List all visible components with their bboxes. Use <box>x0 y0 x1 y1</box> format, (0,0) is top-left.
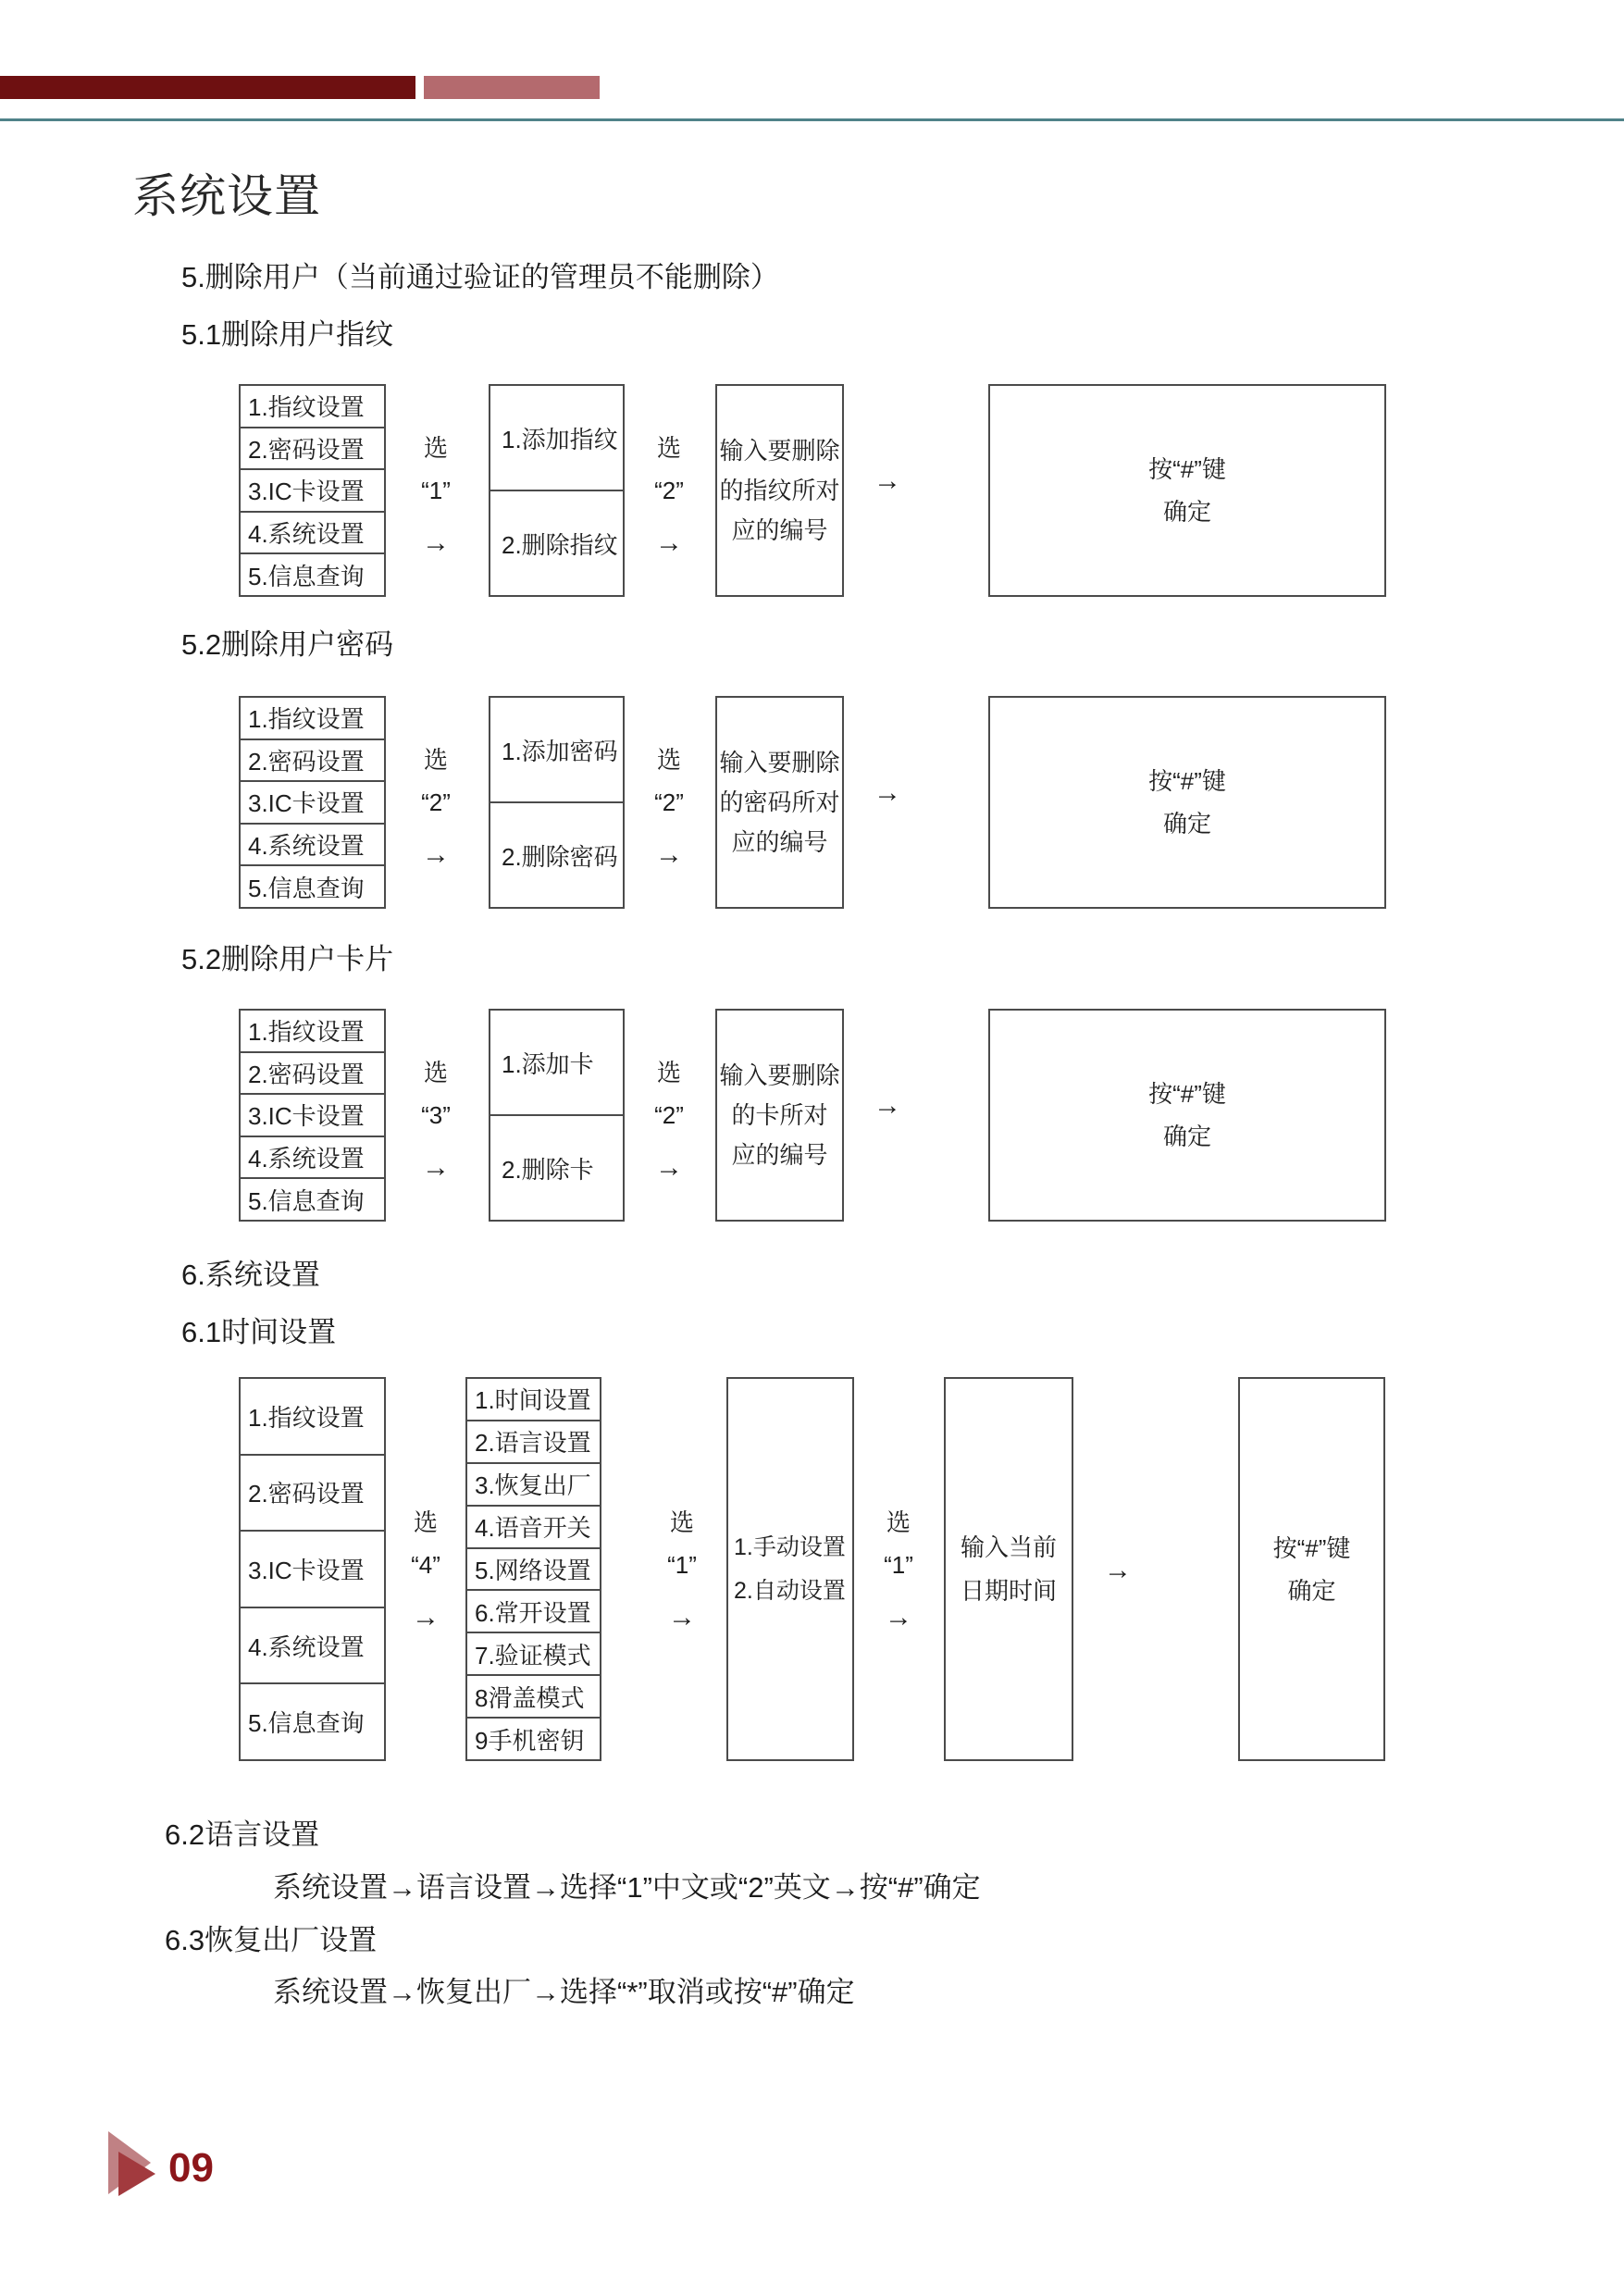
heading-time-settings: 6.1时间设置 <box>181 1316 337 1348</box>
heading-factory-reset: 6.3恢复出厂设置 <box>165 1924 378 1956</box>
header-bar-primary <box>0 76 415 99</box>
arrow-icon: → <box>412 1602 440 1632</box>
system-menu-item: 6.常开设置 <box>467 1591 600 1633</box>
header-bar-secondary <box>424 76 600 99</box>
submenu-item: 2.删除指纹 <box>502 530 618 559</box>
input-prompt-line: 的指纹所对 <box>719 476 840 504</box>
system-menu-item: 1.时间设置 <box>467 1379 600 1421</box>
menu-item: 2.密码设置 <box>241 1053 384 1096</box>
confirm-box <box>988 1009 1386 1222</box>
select-label: 选 <box>413 1508 438 1536</box>
header-divider <box>0 118 1624 121</box>
select-key: “3” <box>421 1101 451 1129</box>
select-step <box>406 744 465 871</box>
select-step <box>396 1507 455 1633</box>
input-prompt-line: 输入要删除 <box>719 436 840 465</box>
input-prompt-box <box>715 384 844 597</box>
input-prompt-box <box>715 1009 844 1222</box>
menu-item: 2.密码设置 <box>241 1456 384 1533</box>
arrow-icon: → <box>1104 1555 1132 1585</box>
time-mode-box <box>726 1377 854 1761</box>
confirm-line: 确定 <box>1162 810 1211 838</box>
main-menu-box <box>239 1009 386 1222</box>
confirm-line: 按“#”键 <box>1148 1080 1226 1108</box>
confirm-box <box>988 696 1386 909</box>
input-prompt-line: 输入当前 <box>960 1533 1057 1561</box>
menu-item: 4.系统设置 <box>241 1137 384 1180</box>
confirm-line: 确定 <box>1287 1576 1336 1605</box>
select-label: 选 <box>669 1508 694 1536</box>
main-menu-box <box>239 1377 386 1761</box>
confirm-box <box>988 384 1386 597</box>
heading-language-settings: 6.2语言设置 <box>165 1818 320 1851</box>
menu-item: 2.密码设置 <box>241 740 384 783</box>
main-menu-box <box>239 696 386 909</box>
heading-delete-card: 5.2删除用户卡片 <box>181 943 394 975</box>
menu-item: 4.系统设置 <box>241 1608 384 1685</box>
menu-item: 1.指纹设置 <box>241 1011 384 1053</box>
procedure-factory-reset: 系统设置→恢复出厂→选择“*”取消或按“#”确定 <box>273 1976 855 2008</box>
select-key: “1” <box>884 1551 913 1579</box>
system-menu-item: 3.恢复出厂 <box>467 1464 600 1507</box>
confirm-line: 按“#”键 <box>1272 1533 1351 1562</box>
system-menu-item: 5.网络设置 <box>467 1549 600 1592</box>
select-key: “1” <box>667 1551 697 1579</box>
heading-system-settings: 6.系统设置 <box>181 1259 320 1291</box>
confirm-line: 按“#”键 <box>1148 455 1226 483</box>
menu-item: 1.指纹设置 <box>241 1379 384 1456</box>
select-label: 选 <box>423 434 448 462</box>
select-key: “2” <box>654 1101 684 1129</box>
select-step <box>406 432 465 559</box>
procedure-language-settings: 系统设置→语言设置→选择“1”中文或“2”英文→按“#”确定 <box>273 1871 981 1904</box>
submenu-item: 2.删除密码 <box>502 842 618 871</box>
page-title: 系统设置 <box>132 170 321 222</box>
submenu-item: 1.添加卡 <box>490 1011 623 1116</box>
submenu-item: 2.删除卡 <box>502 1155 594 1184</box>
input-prompt-line: 的卡所对 <box>731 1100 828 1129</box>
menu-item: 4.系统设置 <box>241 513 384 555</box>
input-prompt-line: 应的编号 <box>731 1140 828 1169</box>
confirm-line: 确定 <box>1162 498 1211 526</box>
select-label: 选 <box>423 1059 448 1086</box>
input-prompt-line: 日期时间 <box>960 1576 1057 1605</box>
input-prompt-box <box>715 696 844 909</box>
heading-delete-fingerprint: 5.1删除用户指纹 <box>181 318 394 351</box>
main-menu-box <box>239 384 386 597</box>
arrow-icon: → <box>885 1602 912 1632</box>
time-mode-item: 2.自动设置 <box>734 1577 846 1604</box>
menu-item: 5.信息查询 <box>248 874 365 902</box>
page-number: 09 <box>168 2145 214 2191</box>
input-prompt-box <box>944 1377 1073 1761</box>
system-menu-item: 9手机密钥 <box>475 1726 585 1755</box>
arrow-icon: → <box>422 1152 450 1183</box>
confirm-line: 确定 <box>1162 1123 1211 1150</box>
menu-item: 4.系统设置 <box>241 825 384 867</box>
input-prompt-line: 的密码所对 <box>719 788 840 816</box>
select-label: 选 <box>656 1059 681 1086</box>
confirm-line: 按“#”键 <box>1148 767 1226 795</box>
input-prompt-line: 应的编号 <box>731 515 828 544</box>
menu-item: 1.指纹设置 <box>241 386 384 428</box>
heading-delete-password: 5.2删除用户密码 <box>181 628 394 661</box>
arrow-icon: → <box>874 1090 901 1121</box>
select-key: “2” <box>654 477 684 504</box>
arrow-icon: → <box>422 527 450 558</box>
system-menu-item: 2.语言设置 <box>467 1421 600 1464</box>
select-step <box>639 1057 699 1184</box>
arrow-icon: → <box>874 777 901 808</box>
menu-item: 5.信息查询 <box>248 1709 365 1738</box>
arrow-icon: → <box>655 1152 683 1183</box>
select-label: 选 <box>423 746 448 774</box>
menu-item: 3.IC卡设置 <box>241 1095 384 1137</box>
menu-item: 3.IC卡设置 <box>241 782 384 825</box>
arrow-icon: → <box>422 839 450 870</box>
page-marker-triangle-dark-icon <box>118 2152 155 2196</box>
submenu-box <box>489 384 625 597</box>
select-label: 选 <box>656 746 681 774</box>
menu-item: 3.IC卡设置 <box>241 1532 384 1608</box>
system-menu-item: 4.语音开关 <box>467 1507 600 1549</box>
select-key: “1” <box>421 477 451 504</box>
arrow-icon: → <box>874 465 901 496</box>
select-key: “4” <box>411 1551 440 1579</box>
menu-item: 2.密码设置 <box>241 428 384 471</box>
system-menu-item: 7.验证模式 <box>467 1633 600 1676</box>
submenu-item: 1.添加密码 <box>490 698 623 803</box>
select-step <box>652 1507 712 1633</box>
submenu-box <box>489 1009 625 1222</box>
time-mode-item: 1.手动设置 <box>734 1533 846 1560</box>
select-label: 选 <box>656 434 681 462</box>
input-prompt-line: 输入要删除 <box>719 748 840 776</box>
submenu-item: 1.添加指纹 <box>490 386 623 491</box>
system-menu-box <box>465 1377 601 1761</box>
submenu-box <box>489 696 625 909</box>
select-step <box>639 744 699 871</box>
select-label: 选 <box>886 1508 911 1536</box>
heading-delete-user: 5.删除用户（当前通过验证的管理员不能删除） <box>181 261 779 293</box>
arrow-icon: → <box>668 1602 696 1632</box>
select-step <box>639 432 699 559</box>
select-key: “2” <box>421 788 451 816</box>
select-key: “2” <box>654 788 684 816</box>
system-menu-item: 8滑盖模式 <box>467 1676 600 1719</box>
menu-item: 5.信息查询 <box>248 562 365 590</box>
confirm-box <box>1238 1377 1385 1761</box>
arrow-icon: → <box>655 527 683 558</box>
select-step <box>869 1507 928 1633</box>
input-prompt-line: 应的编号 <box>731 827 828 856</box>
menu-item: 1.指纹设置 <box>241 698 384 740</box>
input-prompt-line: 输入要删除 <box>719 1061 840 1089</box>
arrow-icon: → <box>655 839 683 870</box>
menu-item: 3.IC卡设置 <box>241 470 384 513</box>
select-step <box>406 1057 465 1184</box>
menu-item: 5.信息查询 <box>248 1186 365 1215</box>
